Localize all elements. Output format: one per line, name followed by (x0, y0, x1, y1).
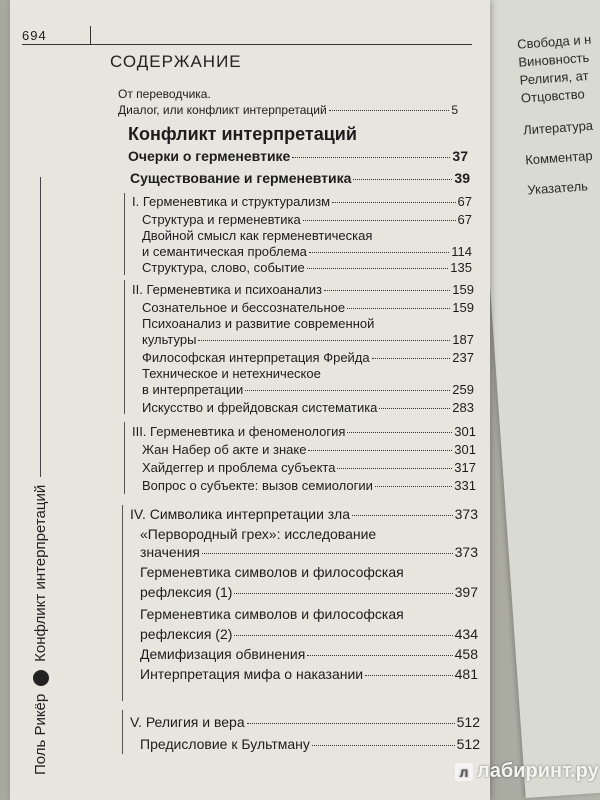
right-page-line: Комментар (524, 147, 594, 168)
toc-entry-title: «Первородный грех»: исследование (140, 526, 377, 542)
toc-subtitle (128, 148, 468, 164)
toc-item (140, 626, 478, 642)
watermark-text: лабиринт.ру (477, 760, 599, 782)
page-number: 694 (22, 28, 47, 43)
toc-item (142, 300, 474, 315)
part-4-bracket (122, 505, 123, 701)
leader-dots (372, 358, 451, 359)
leader-dots (308, 450, 452, 451)
toc-entry-title: Диалог, или конфликт интерпретаций (118, 103, 327, 117)
leader-dots (337, 468, 452, 469)
toc-entry-title: Существование и герменевтика (130, 170, 352, 186)
part-1-bracket (124, 193, 125, 275)
spine-rule (40, 177, 41, 477)
part-2-bracket (124, 280, 125, 414)
leader-dots (347, 432, 452, 433)
toc-entry-title: Герменевтика символов и философская (140, 564, 404, 580)
leader-dots (245, 390, 450, 391)
leader-dots (332, 202, 455, 203)
toc-page-number: 458 (454, 646, 478, 662)
toc-entry-title: рефлексия (1) (140, 584, 233, 600)
toc-page-number: 331 (454, 478, 476, 493)
right-page-line: Литература (522, 117, 594, 138)
contents-heading: СОДЕРЖАНИЕ (110, 52, 242, 71)
toc-page-number: 114 (451, 244, 472, 259)
toc-page-number: 373 (454, 544, 478, 560)
toc-item (142, 350, 474, 365)
header-rule (22, 44, 472, 45)
toc-item (140, 736, 480, 752)
toc-entry-title: рефлексия (2) (140, 626, 233, 642)
leader-dots (202, 553, 453, 554)
toc-entry-title: Герменевтика символов и философская (140, 606, 404, 622)
toc-item (140, 646, 478, 662)
toc-part-1 (132, 194, 472, 209)
toc-item (142, 400, 474, 415)
toc-page-number: 512 (456, 736, 480, 752)
watermark (455, 760, 599, 783)
toc-part-4 (130, 506, 478, 522)
toc-part-0 (130, 170, 470, 186)
toc-entry-title: Конфликт интерпретаций (128, 124, 357, 144)
spine-author: Поль Рикёр (32, 693, 49, 775)
toc-page-number: 237 (452, 350, 474, 365)
toc-entry-title: Вопрос о субъекте: вызов семиологии (142, 478, 373, 493)
right-page-line: Религия, ат (519, 67, 589, 88)
toc-entry-title: Структура, слово, событие (142, 260, 305, 275)
toc-page-number: 373 (454, 506, 478, 522)
toc-page-number: 187 (452, 332, 474, 347)
right-page-line: Отцовство (520, 86, 586, 106)
right-page-line: Свобода и н (516, 31, 592, 52)
labirint-logo-icon: л (455, 763, 473, 781)
toc-entry-title: Демифизация обвинения (140, 646, 306, 662)
toc-entry-title: От переводчика. (118, 87, 211, 101)
toc-item (142, 460, 476, 475)
spine-caption (32, 177, 49, 775)
leader-dots (352, 515, 453, 516)
toc-item (140, 584, 478, 600)
toc-page-number: 159 (452, 282, 474, 297)
toc-entry-title: Философская интерпретация Фрейда (142, 350, 370, 365)
toc-part-5 (130, 714, 480, 730)
toc-entry-title: Психоанализ и развитие современной (142, 316, 375, 331)
toc-page-number: 135 (450, 260, 472, 275)
toc-page-number: 434 (454, 626, 478, 642)
toc-entry-title: IV. Символика интерпретации зла (130, 506, 351, 522)
part-3-bracket (124, 422, 125, 494)
toc-item (142, 382, 474, 397)
leader-dots (312, 745, 455, 746)
toc-entry-title: и семантическая проблема (142, 244, 307, 259)
toc-entry-title: I. Герменевтика и структурализм (132, 194, 331, 209)
toc-entry-title: V. Религия и вера (130, 714, 245, 730)
leader-dots (307, 268, 449, 269)
toc-entry-title: культуры (142, 332, 197, 347)
toc-page-number: 301 (454, 424, 476, 439)
header-divider (90, 26, 91, 44)
toc-page-number: 5 (451, 103, 458, 117)
toc-part-2 (132, 282, 474, 297)
leader-dots (324, 290, 450, 291)
leader-dots (234, 593, 452, 594)
toc-page-number: 39 (454, 170, 470, 186)
toc-page-number: 512 (456, 714, 480, 730)
leader-dots (365, 675, 453, 676)
toc-item-l1 (142, 228, 372, 243)
toc-item (142, 260, 472, 275)
right-page-line: Виновность (517, 49, 590, 70)
toc-entry-title: Техническое и нетехническое (142, 366, 321, 381)
part-5-bracket (122, 710, 123, 754)
toc-page-number: 283 (452, 400, 474, 415)
toc-item (142, 244, 472, 259)
toc-entry-title: Жан Набер об акте и знаке (142, 442, 307, 457)
toc-part-3 (132, 424, 476, 439)
toc-page-number: 37 (452, 148, 468, 164)
leader-dots (375, 486, 452, 487)
leader-dots (292, 157, 450, 158)
toc-entry-title: в интерпретации (142, 382, 244, 397)
toc-entry-title: III. Герменевтика и феноменология (132, 424, 346, 439)
toc-page-number: 67 (457, 212, 472, 227)
toc-entry-title: II. Герменевтика и психоанализ (132, 282, 323, 297)
publisher-logo-icon (33, 670, 49, 686)
toc-entry-title: Структура и герменевтика (142, 212, 301, 227)
toc-page-number: 301 (454, 442, 476, 457)
spine-book-title: Конфликт интерпретаций (32, 484, 49, 662)
leader-dots (307, 655, 452, 656)
toc-page-number: 159 (452, 300, 474, 315)
leader-dots (379, 408, 450, 409)
toc-item-l1 (140, 606, 404, 622)
toc-entry-translator (118, 103, 458, 117)
toc-entry-title: Сознательное и бессознательное (142, 300, 346, 315)
toc-item-l1 (142, 316, 374, 331)
leader-dots (234, 635, 452, 636)
toc-entry-title: Искусство и фрейдовская систематика (142, 400, 378, 415)
toc-entry-title: Интерпретация мифа о наказании (140, 666, 364, 682)
leader-dots (353, 179, 452, 180)
toc-item (140, 666, 478, 682)
toc-book-title (128, 124, 357, 145)
toc-item-l1 (142, 366, 321, 381)
toc-entry-title: Хайдеггер и проблема субъекта (142, 460, 336, 475)
toc-entry-translator-l1 (118, 87, 211, 101)
toc-item (142, 478, 476, 493)
toc-item (142, 442, 476, 457)
toc-entry-title: Предисловие к Бультману (140, 736, 310, 752)
toc-page-number: 259 (452, 382, 474, 397)
leader-dots (347, 308, 450, 309)
toc-entry-title: Двойной смысл как герменевтическая (142, 228, 373, 243)
toc-page-number: 317 (454, 460, 476, 475)
leader-dots (303, 220, 456, 221)
toc-page-number: 67 (457, 194, 472, 209)
leader-dots (329, 110, 450, 111)
book-page (10, 0, 490, 800)
toc-item (142, 332, 474, 347)
toc-entry-title: значения (140, 544, 200, 560)
toc-entry-title: Очерки о герменевтике (128, 148, 291, 164)
leader-dots (198, 340, 450, 341)
toc-page-number: 397 (454, 584, 478, 600)
leader-dots (247, 723, 455, 724)
toc-page-number: 481 (454, 666, 478, 682)
toc-item-l1 (140, 526, 376, 542)
leader-dots (309, 252, 449, 253)
toc-item (140, 544, 478, 560)
toc-item (142, 212, 472, 227)
right-page-line: Указатель (526, 178, 589, 198)
toc-item-l1 (140, 564, 404, 580)
